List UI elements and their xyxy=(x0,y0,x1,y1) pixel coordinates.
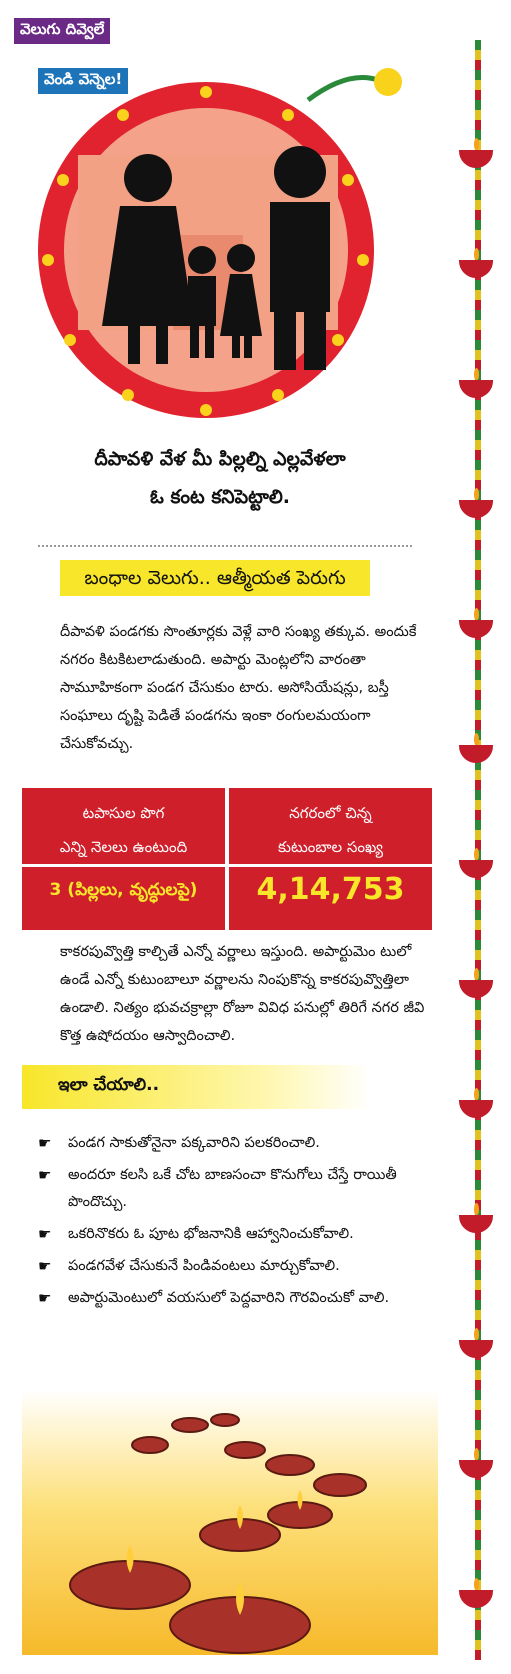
stats-box xyxy=(22,788,432,930)
tag-subtitle: వెండి వెన్నెల! xyxy=(38,68,128,94)
lamp-icon xyxy=(459,1340,493,1358)
tag-title: వెలుగు దివ్వెలే xyxy=(14,18,110,44)
tips-title-bar xyxy=(22,1065,372,1109)
list-item-text: ఒకరినొకరు ఓ పూట భోజనానికి ఆహ్వానించుకోవాలి. xyxy=(68,1226,354,1242)
lamp-icon xyxy=(459,380,493,398)
lamp-icon xyxy=(459,980,493,998)
list-item xyxy=(38,1253,438,1280)
headline xyxy=(60,440,380,516)
lamp-icon xyxy=(459,1590,493,1608)
intro-paragraph: దీపావళి పండగకు సొంతూర్లకు వెళ్లే వారి సంఖ్య తక్కువ. అందుకే నగరం కిటకిటలాడుతుంది. అపార్టు మెంట్లలోని వారంతా సామూహికంగా పండగ చేసుకుం టారు. అసోసియేషన్లు, బస్తీ సంఘాలు దృష్టి పెడితే పండగను ఇంకా రంగులమయంగా చేసుకోవచ్చు. xyxy=(60,624,417,752)
pointing-hand-icon: ☛ xyxy=(38,1257,52,1275)
tips-list xyxy=(38,1130,438,1317)
lamp-icon xyxy=(459,1100,493,1118)
stat-value-smoke: 3 (పిల్లలు, వృద్ధులపై) xyxy=(49,880,198,900)
pointing-hand-icon: ☛ xyxy=(38,1134,52,1152)
list-item-text: అపార్టుమెంటులో వయసులో పెద్దవారిని గౌరవించుకో వాలి. xyxy=(68,1290,390,1306)
lamp-icon xyxy=(459,745,493,763)
section-banner: బంధాల వెలుగు.. ఆత్మీయత పెరుగు xyxy=(60,560,370,596)
body-paragraph: కాకరపువ్వొత్తి కాల్చితే ఎన్నో వర్ణాలు ఇస్తుంది. అపార్టుమెం టులో ఉండే ఎన్నో కుటుంబాలూ వర్ణాలను నింపుకొన్న కాకరపువ్వొత్తిలా ఉండాలి. నిత్యం భువచక్రాల్లా రోజూ వివిధ పనుల్లో తిరిగే నగర జీవి కొత్త ఉషోదయం ఆస్వాదించాలి. xyxy=(60,944,425,1044)
family-illustration xyxy=(8,60,418,420)
stat-label-smoke-2: ఎన్ని నెలలు ఉంటుంది xyxy=(59,838,188,856)
list-item xyxy=(38,1130,438,1157)
headline-line-2: ఓ కంట కనిపెట్టాలి. xyxy=(149,486,290,508)
stat-value-families: 4,14,753 xyxy=(256,872,405,907)
stats-col-divider xyxy=(225,788,229,930)
lamp-icon xyxy=(459,260,493,278)
list-item-text: అందరూ కలసి ఒకే చోట బాణసంచా కొనుగోలు చేస్తే రాయితీ పొందొచ్చు. xyxy=(68,1167,397,1210)
diya-lamps-illustration xyxy=(40,1395,420,1665)
stat-label-families-1: నగరంలో చిన్న xyxy=(289,804,372,822)
lamp-icon xyxy=(459,150,493,168)
stat-label-families-2: కుటుంబాల సంఖ్య xyxy=(277,838,384,856)
lamp-icon xyxy=(459,1215,493,1233)
pointing-hand-icon: ☛ xyxy=(38,1289,52,1307)
lamp-icon xyxy=(459,860,493,878)
list-item xyxy=(38,1221,438,1248)
tips-title: ఇలా చేయాలి.. xyxy=(58,1075,160,1095)
pointing-hand-icon: ☛ xyxy=(38,1166,52,1184)
stat-label-smoke-1: టపాసుల పొగ xyxy=(82,804,165,822)
stat-label-families xyxy=(229,796,432,864)
list-item-text: పండగ సాకుతోనైనా పక్కవారిని పలకరించాలి. xyxy=(68,1135,320,1151)
headline-line-1: దీపావళి వేళ మీ పిల్లల్ని ఎల్లవేళలా xyxy=(94,448,346,470)
list-item-text: పండగవేళ చేసుకునే పిండివంటలు మార్చుకోవాలి. xyxy=(68,1258,340,1274)
lamp-icon xyxy=(459,1460,493,1478)
lamp-icon xyxy=(459,620,493,638)
dotted-divider xyxy=(38,545,412,547)
stat-label-smoke xyxy=(22,796,225,864)
pointing-hand-icon: ☛ xyxy=(38,1225,52,1243)
lamp-icon xyxy=(459,500,493,518)
list-item xyxy=(38,1285,438,1312)
list-item xyxy=(38,1162,438,1216)
